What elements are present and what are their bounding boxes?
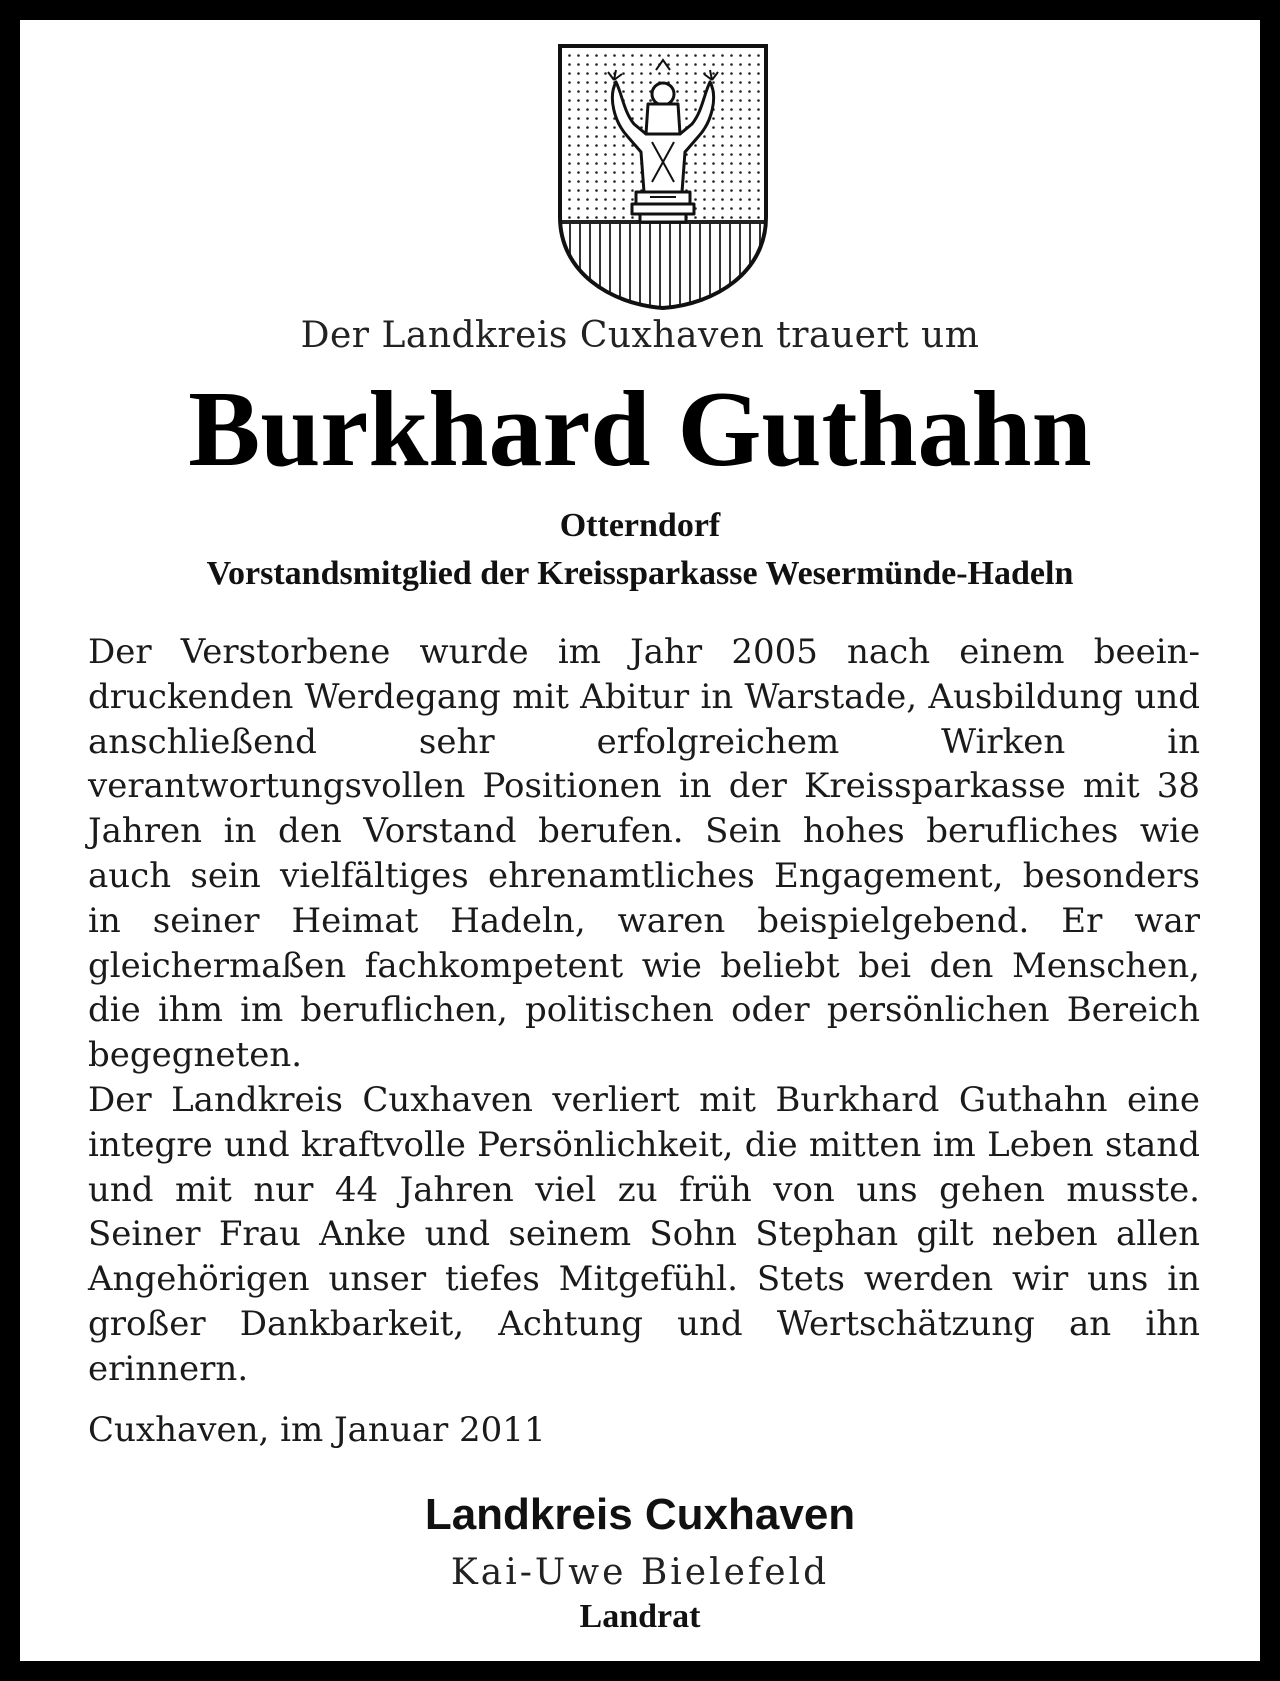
body-paragraph-1: Der Verstorbene wurde im Jahr 2005 nach einem beeindruckenden Werdegang mit Abitur in Warstade, Ausbildung und anschließend sehr erfolgreichem Wirken in verantwortungsvollen Positionen in der Kreissparkasse mit 38 Jahren in den Vorstand berufen. Sein hohes berufliches wie auch sein vielfältiges ehrenamtliches Engagement, besonders in seiner Heimat Hadeln, waren beispielgebend. Er war gleichermaßen fachkompetent wie beliebt bei den Menschen, die ihm im beruflichen, politischen oder persönlichen Bereich begegneten. bbox=[88, 632, 1200, 1076]
notice-body bbox=[88, 630, 1200, 1392]
body-paragraph-2: Der Landkreis Cuxhaven verliert mit Burkhard Guthahn eine integre und kraftvolle Persönlichkeit, die mitten im Leben stand und mit nur 44 Jahren viel zu früh von uns gehen musste. Seiner Frau Anke und seinem Sohn Stephan gilt neben allen Angehörigen unser tiefes Mitgefühl. Stets werden wir uns in großer Dankbarkeit, Achtung und Wertschätzung an ihn erinnern. bbox=[88, 1079, 1200, 1389]
deceased-role: Vorstandsmitglied der Kreissparkasse Wesermünde-Hadeln bbox=[206, 555, 1074, 592]
signer-name: Kai-Uwe Bielefeld bbox=[450, 1552, 830, 1593]
obituary-notice bbox=[20, 20, 1260, 1661]
organization-name: Landkreis Cuxhaven bbox=[424, 1490, 856, 1539]
coat-of-arms-icon bbox=[556, 42, 770, 312]
signer-title: Landrat bbox=[579, 1598, 701, 1635]
deceased-name: Burkhard Guthahn bbox=[188, 370, 1092, 489]
hometown: Otterndorf bbox=[559, 507, 721, 544]
place-and-date: Cuxhaven, im Januar 2011 bbox=[88, 1410, 546, 1450]
intro-line: Der Landkreis Cuxhaven trauert um bbox=[300, 315, 980, 356]
